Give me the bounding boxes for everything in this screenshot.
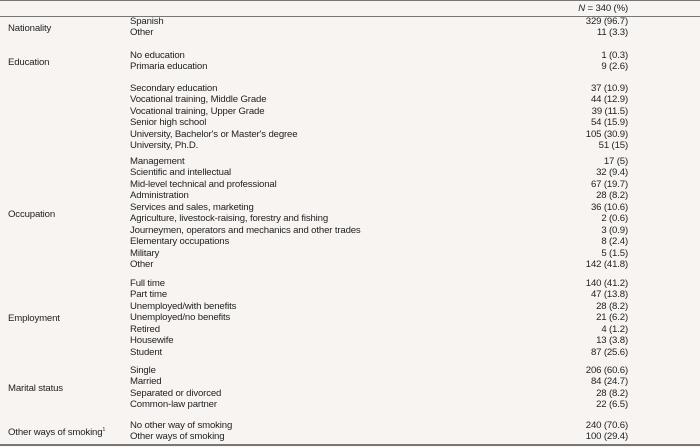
category-text: Marital status [8, 383, 63, 395]
row-label: University, Bachelor's or Master's degree [130, 128, 298, 140]
row-label: Full time [130, 278, 165, 289]
category-text: Employment [8, 313, 60, 325]
table-row [0, 106, 700, 117]
row-value: 84 (24.7) [590, 376, 628, 388]
row-label: Military [130, 247, 160, 259]
row-value: 37 (10.9) [590, 83, 628, 94]
row-label: Services and sales, marketing [130, 201, 254, 213]
row-label: Separated or divorced [130, 387, 222, 399]
row-label: Part time [130, 289, 168, 301]
table-row [0, 213, 700, 224]
row-label: Mid-level technical and professional [130, 178, 277, 190]
row-label: Vocational training, Middle Grade [130, 94, 267, 106]
row-value: 87 (25.6) [590, 346, 628, 358]
table-row [0, 388, 700, 399]
row-value: 105 (30.9) [585, 128, 628, 140]
row-label: Other [130, 27, 154, 39]
row-value: 11 (3.3) [596, 27, 628, 39]
table-row [0, 129, 700, 140]
category-label [8, 383, 63, 394]
row-label: Agriculture, livestock-raising, forestry and fishing [130, 213, 329, 225]
row-label: Journeymen, operators and mechanics and other trades [130, 224, 361, 236]
row-value: 9 (2.6) [601, 61, 628, 73]
table-row [0, 335, 700, 346]
row-value: 329 (96.7) [585, 16, 628, 27]
row-label: Scientific and intellectual [130, 167, 232, 179]
row-value: 22 (6.5) [596, 399, 628, 411]
row-value: 39 (11.5) [591, 105, 628, 117]
row-label: Management [130, 156, 185, 167]
table-row [0, 399, 700, 410]
table-row [0, 376, 700, 387]
table-row [0, 27, 700, 38]
table-row [0, 179, 700, 190]
row-label: Vocational training, Upper Grade [130, 105, 265, 117]
row-value: 51 (15) [598, 140, 628, 152]
table-row [0, 140, 700, 151]
row-label: Retired [130, 323, 160, 335]
table-row [0, 347, 700, 358]
table-row [0, 301, 700, 312]
row-value: 28 (8.2) [596, 300, 628, 312]
row-label: Administration [130, 190, 189, 202]
category-label [8, 57, 49, 68]
row-label: Primaria education [130, 61, 208, 73]
row-label: Secondary education [130, 83, 218, 94]
row-label: Spanish [130, 16, 164, 27]
row-label: Elementary occupations [130, 236, 230, 248]
table-row [0, 236, 700, 247]
row-value: 67 (19.7) [590, 178, 628, 190]
row-value: 8 (2.4) [601, 236, 628, 248]
row-value: 17 (5) [603, 156, 628, 167]
row-label: No education [130, 50, 185, 61]
table-row [0, 83, 700, 94]
row-value: 44 (12.9) [590, 94, 628, 106]
row-value: 140 (41.2) [585, 278, 628, 289]
row-value: 13 (3.8) [596, 335, 628, 347]
table-row [0, 312, 700, 323]
row-label: Unemployed/no benefits [130, 312, 231, 324]
table-row [0, 289, 700, 300]
table-row [0, 248, 700, 259]
row-value: 28 (8.2) [596, 190, 628, 202]
n-value: = 340 (%) [587, 3, 628, 14]
table-row [0, 94, 700, 105]
top-rule [0, 0, 700, 1]
row-value: 3 (0.9) [601, 224, 628, 236]
column-header [578, 3, 628, 14]
row-value: 206 (60.6) [585, 365, 628, 376]
row-value: 1 (0.3) [601, 50, 628, 61]
table-row [0, 202, 700, 213]
row-value: 2 (0.6) [601, 213, 628, 225]
row-value: 240 (70.6) [585, 420, 628, 431]
row-value: 100 (29.4) [585, 431, 628, 443]
category-label [8, 209, 55, 220]
row-value: 54 (15.9) [590, 117, 628, 129]
bottom-rule [0, 444, 700, 446]
table-row [0, 259, 700, 270]
row-label: Single [130, 365, 156, 376]
row-value: 21 (6.2) [596, 312, 628, 324]
table-row [0, 156, 700, 167]
table-row [0, 324, 700, 335]
table-row [0, 365, 700, 376]
row-value: 5 (1.5) [601, 247, 628, 259]
row-value: 47 (13.8) [590, 289, 628, 301]
row-label: No other way of smoking [130, 420, 233, 431]
table-row [0, 190, 700, 201]
row-label: Unemployed/with benefits [130, 300, 237, 312]
row-label: Housewife [130, 335, 174, 347]
row-label: University, Ph.D. [130, 140, 199, 152]
n-symbol: N [578, 3, 585, 14]
row-value: 28 (8.2) [596, 387, 628, 399]
category-text: Education [8, 56, 50, 68]
row-label: Other ways of smoking [130, 431, 225, 443]
category-text: Occupation [8, 208, 56, 220]
row-value: 32 (9.4) [596, 167, 628, 179]
category-label [8, 427, 105, 438]
table-row [0, 16, 700, 27]
table-row [0, 225, 700, 236]
row-label: Married [130, 376, 162, 388]
table-row [0, 167, 700, 178]
table-row [0, 61, 700, 72]
category-label [8, 313, 60, 324]
row-label: Student [130, 346, 163, 358]
footnote-marker: 1 [102, 426, 106, 433]
row-value: 142 (41.8) [585, 259, 628, 271]
row-value: 4 (1.2) [601, 323, 628, 335]
category-text: Other ways of smoking [8, 426, 103, 438]
table-row [0, 117, 700, 128]
row-label: Common-law partner [130, 399, 217, 411]
table-row [0, 50, 700, 61]
category-text: Nationality [8, 22, 52, 34]
category-label [8, 23, 51, 34]
table-row [0, 278, 700, 289]
row-label: Senior high school [130, 117, 207, 129]
row-value: 36 (10.6) [590, 201, 628, 213]
row-label: Other [130, 259, 154, 271]
